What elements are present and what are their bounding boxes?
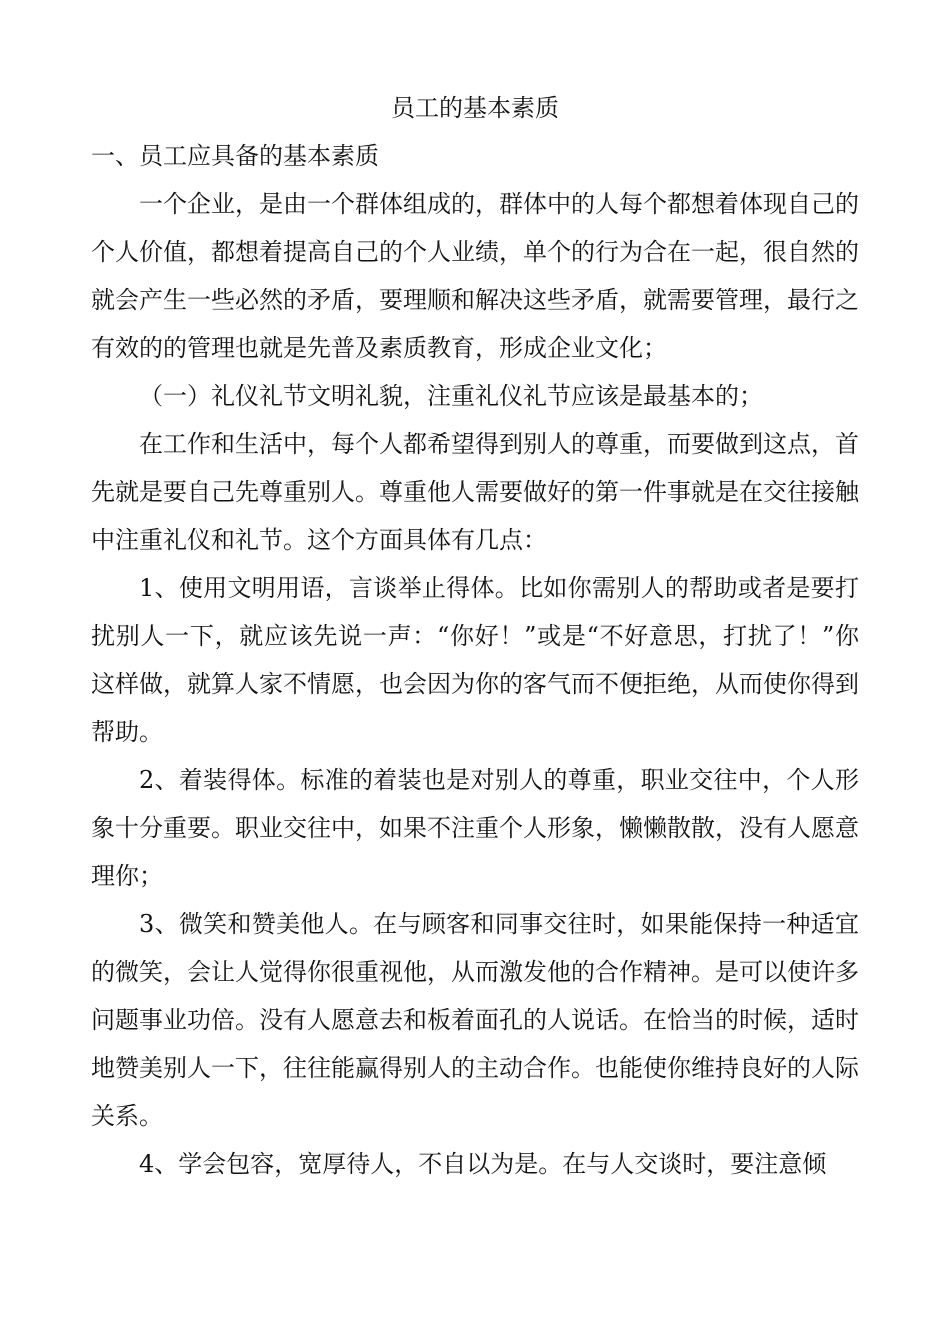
point-2-paragraph: 2、着装得体。标准的着装也是对别人的尊重，职业交往中，个人形象十分重要。职业交往中，如果不注重个人形象，懒懒散散，没有人愿意理你； bbox=[91, 766, 859, 890]
document-page bbox=[91, 84, 859, 1188]
respect-paragraph: 在工作和生活中，每个人都希望得到别人的尊重，而要做到这点，首先就是要自己先尊重别人。尊重他人需要做好的第一件事就是在交往接触中注重礼仪和礼节。这个方面具体有几点： bbox=[91, 430, 859, 554]
intro-paragraph: 一个企业，是由一个群体组成的，群体中的人每个都想着体现自己的个人价值，都想着提高自己的个人业绩，单个的行为合在一起，很自然的就会产生一些必然的矛盾，要理顺和解决这些矛盾，就需要管理，最行之有效的的管理也就是先普及素质教育，形成企业文化； bbox=[91, 190, 859, 362]
point-4-paragraph: 4、学会包容，宽厚待人，不自以为是。在与人交谈时，要注意倾 bbox=[139, 1150, 827, 1178]
document-title: 员工的基本素质 bbox=[391, 94, 559, 122]
point-3-paragraph: 3、微笑和赞美他人。在与顾客和同事交往时，如果能保持一种适宜的微笑，会让人觉得你很重视他，从而激发他的合作精神。是可以使许多问题事业功倍。没有人愿意去和板着面孔的人说话。在恰当的时候，适时地赞美别人一下，往往能赢得别人的主动合作。也能使你维持良好的人际关系。 bbox=[91, 910, 859, 1130]
point-1-paragraph: 1、使用文明用语，言谈举止得体。比如你需别人的帮助或者是要打扰别人一下，就应该先说一声：“你好！”或是“不好意思，打扰了！”你这样做，就算人家不情愿，也会因为你的客气而不便拒绝，从而使你得到帮助。 bbox=[91, 574, 859, 746]
subheading-etiquette: （一）礼仪礼节文明礼貌，注重礼仪礼节应该是最基本的； bbox=[139, 382, 763, 410]
section-heading: 一、员工应具备的基本素质 bbox=[91, 142, 379, 170]
